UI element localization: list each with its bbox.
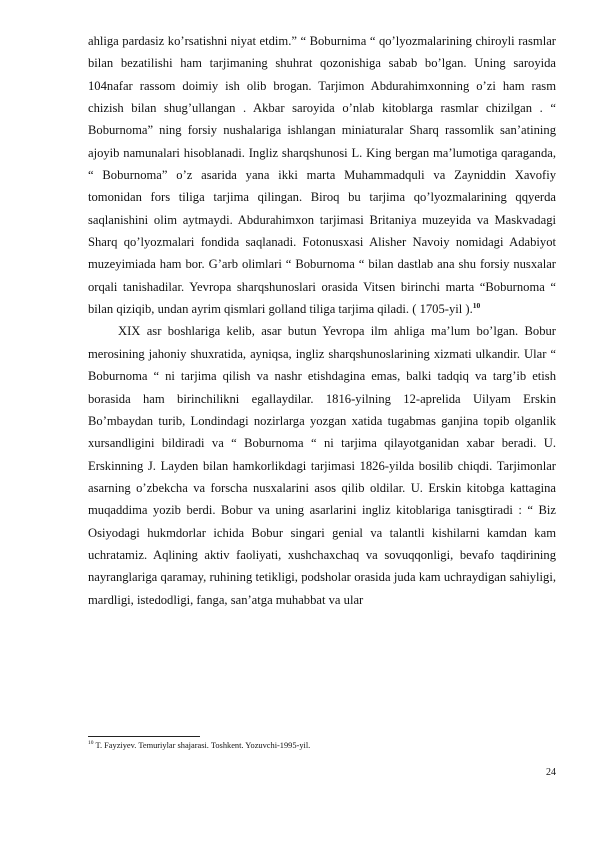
page-number: 24	[546, 767, 556, 778]
footnote-reference[interactable]: 10	[472, 300, 481, 310]
footnote-number: 10	[88, 740, 94, 746]
paragraph	[88, 30, 556, 320]
paragraph: XIX asr boshlariga kelib, asar butun Yevropa ilm ahliga ma’lum bo’lgan. Bobur merosining jahoniy shuxratida, ayniqsa, ingliz sharqshunoslarining xizmati ulkandir. Ular “ Boburnoma “ ni tarjima qilish va nashr etishdagina emas, balki tadqiq va targ’ib etish borasida ham birinchilikni egallaydilar. 1816-yilning 12-aprelida Uilyam Erskin Bo’mbaydan turib, Londindagi nozirlarga yozgan xatida tugabmas ganjina topib olganlik xursandligini bildiradi va “ Boburnoma “ ni tarjima qilayotganidan xabar beradi. U. Erskinning J. Layden bilan hamkorlikdagi tarjimasi 1826-yilda bosilib chiqdi. Tarjimonlar asarning o’zbekcha va forscha nusxalarini asos qilib oldilar. U. Erskin kitobga kattagina muqaddima yozib berdi. Bobur va uning asarlarini ingliz kitoblariga tanisgtiradi : “ Biz Osiyodagi hukmdorlar ichida Bobur singari genial va talantli kishilarni kamdan kam uchratamiz. Aqlining aktiv faoliyati, xushchaxchaq va sovuqqonligi, bevafo taqdirining nayranglariga qaramay, ruhining tetikligi, podsholar orasida juda kam uchraydigan sahiyligi, mardligi, istedodligi, fanga, san’atga muhabbat va ular	[88, 324, 556, 607]
footnote-separator	[88, 736, 200, 737]
footnote-text: T. Fayziyev. Temuriylar shajarasi. Toshkent. Yozuvchi-1995-yil.	[95, 740, 311, 750]
document-body	[88, 30, 556, 611]
footnote	[88, 740, 310, 750]
paragraph-text: ahliga pardasiz ko’rsatishni niyat etdim.” “ Boburnima “ qo’lyozmalarining chiroyli rasmlar bilan bezatilishi ham tarjimaning shuhrat qozonishiga sabab bo’lgan. Uning saroyida 104nafar rassom doimiy ish olib brogan. Tarjimon Abdurahimxonning o’zi ham rasm chizish bilan shug’ullangan . Akbar saroyida o’nlab kitoblarga rasmlar chizilgan . “ Boburnoma” ning forsiy nushalariga ishlangan miniaturalar Sharq rassomlik san’atining ajoyib namunalari hisoblanadi. Ingliz sharqshunosi L. King bergan ma’lumotiga qaraganda, “ Boburnoma” o’z asarida yana ikki marta Muhammadquli va Zayniddin Xavofiy tomonidan fors tiliga tarjima qilingan. Biroq bu tarjima qo’lyozmalarining qqyerda saqlanishini olim aytmaydi. Abdurahimxon tarjimasi Britaniya muzeyida va Maskvadagi Sharq qo’lyozmalari fondida saqlanadi. Fotonusxasi Alisher Navoiy nomidagi Adabiyot muzeyimiada ham bor. G’arb olimlari “ Boburnoma “ bilan dastlab ana shu forsiy nusxalar orqali tanishadilar. Yevropa sharqshunoslari orasida Vitsen birinchi marta “Boburnoma “ bilan qiziqib, undan ayrim qismlari golland tiliga tarjima qiladi. ( 1705-yil ).	[88, 34, 556, 317]
